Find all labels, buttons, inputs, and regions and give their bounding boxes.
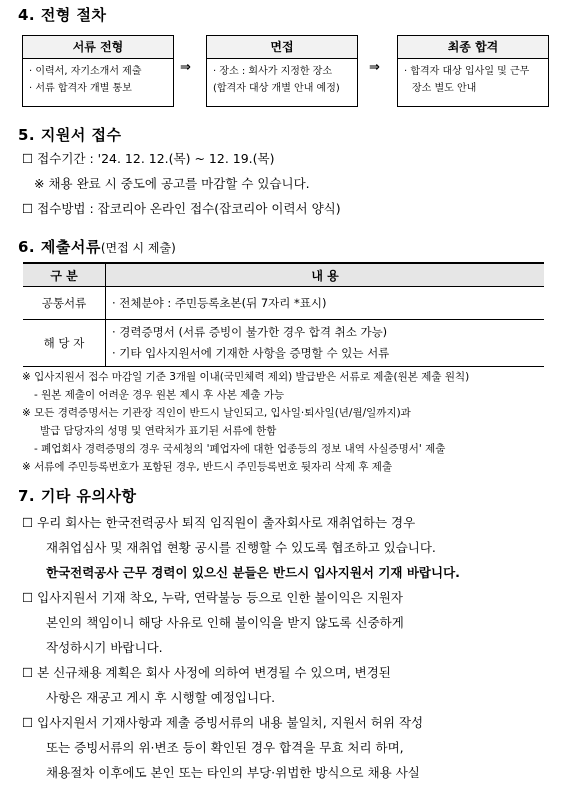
note-line: ※ 입사지원서 접수 마감일 기준 3개월 이내(국민체력 제외) 발급받은 서류로 제출(원본 제출 원칙)	[22, 371, 470, 383]
stage-title: 면접	[207, 36, 357, 59]
column-header: 구 분	[23, 263, 106, 287]
documents-table	[23, 262, 544, 367]
stage-title: 서류 전형	[23, 36, 173, 59]
notice-line: 재취업심사 및 재취업 현황 공시를 진행할 수 있도록 협조하고 있습니다.	[46, 540, 436, 555]
row-text: · 기타 입사지원서에 기재한 사항을 증명할 수 있는 서류	[112, 346, 390, 360]
stage-line: · 장소 : 회사가 지정한 장소	[213, 66, 333, 77]
table-header-row	[23, 263, 544, 287]
table-row	[23, 320, 544, 367]
note-line: 발급 담당자의 성명 및 연락처가 표기된 서류에 한함	[40, 425, 277, 437]
stage-title: 최종 합격	[398, 36, 548, 59]
method-line: ☐ 접수방법 : 잡코리아 온라인 접수(잡코리아 이력서 양식)	[22, 201, 341, 216]
section-5-title: 5. 지원서 접수	[18, 126, 122, 144]
section-4-title: 4. 전형 절차	[18, 6, 107, 24]
early-close-note: ※ 채용 완료 시 중도에 공고를 마감할 수 있습니다.	[34, 176, 310, 191]
row-label: 공통서류	[23, 287, 106, 320]
stage-line: (합격자 대상 개별 안내 예정)	[213, 83, 340, 94]
row-label: 해 당 자	[23, 320, 106, 367]
notice-line: ☐ 우리 회사는 한국전력공사 퇴직 임직원이 출자회사로 재취업하는 경우	[22, 515, 416, 530]
table-row	[23, 287, 544, 320]
note-line: - 원본 제출이 어려운 경우 원본 제시 후 사본 제출 가능	[34, 389, 285, 401]
stage-line: · 이력서, 자기소개서 제출	[29, 66, 142, 77]
row-text: · 경력증명서 (서류 증빙이 불가한 경우 합격 취소 가능)	[112, 325, 388, 339]
notice-line: ☐ 입사지원서 기재사항과 제출 증빙서류의 내용 불일치, 지원서 허위 작성	[22, 715, 424, 730]
stage-box-document	[22, 35, 174, 107]
notice-line: 또는 증빙서류의 위·변조 등이 확인된 경우 합격을 무효 처리 하며,	[46, 740, 404, 755]
notice-line: 작성하시기 바랍니다.	[46, 640, 163, 655]
stage-box-interview	[206, 35, 358, 107]
period-line: ☐ 접수기간 : '24. 12. 12.(목) ~ 12. 19.(목)	[22, 151, 275, 166]
notice-line: ☐ 본 신규채용 계획은 회사 사정에 의하여 변경될 수 있으며, 변경된	[22, 665, 391, 680]
column-header: 내 용	[106, 263, 545, 287]
notice-line-emphasis: 한국전력공사 근무 경력이 있으신 분들은 반드시 입사지원서 기재 바랍니다.	[46, 565, 460, 580]
note-line: ※ 모든 경력증명서는 기관장 직인이 반드시 날인되고, 입사일·퇴사일(년/월/일까지)과	[22, 407, 411, 419]
note-line: - 폐업회사 경력증명의 경우 국세청의 '폐업자에 대한 업종등의 정보 내역 사실증명서' 제출	[34, 443, 446, 455]
stage-line: · 서류 합격자 개별 통보	[29, 83, 132, 94]
section-7-title: 7. 기타 유의사항	[18, 487, 137, 505]
row-text: · 전체분야 : 주민등록초본(뒤 7자리 *표시)	[106, 287, 545, 320]
stage-box-final	[397, 35, 549, 107]
note-line: ※ 서류에 주민등록번호가 포함된 경우, 반드시 주민등록번호 뒷자리 삭제 후 제출	[22, 461, 393, 473]
stage-line: 장소 별도 안내	[412, 83, 477, 94]
arrow-icon: ⇒	[180, 60, 191, 75]
section-6-title: 6. 제출서류(면접 시 제출)	[18, 238, 176, 256]
notice-line: 채용절차 이후에도 본인 또는 타인의 부당·위법한 방식으로 채용 사실	[46, 765, 420, 780]
stage-line: · 합격자 대상 입사일 및 근무	[404, 66, 530, 77]
notice-line: ☐ 입사지원서 기재 착오, 누락, 연락불능 등으로 인한 불이익은 지원자	[22, 590, 403, 605]
notice-line: 본인의 책임이니 해당 사유로 인해 불이익을 받지 않도록 신중하게	[46, 615, 404, 630]
arrow-icon: ⇒	[369, 60, 380, 75]
notice-line: 사항은 재공고 게시 후 시행할 예정입니다.	[46, 690, 276, 705]
